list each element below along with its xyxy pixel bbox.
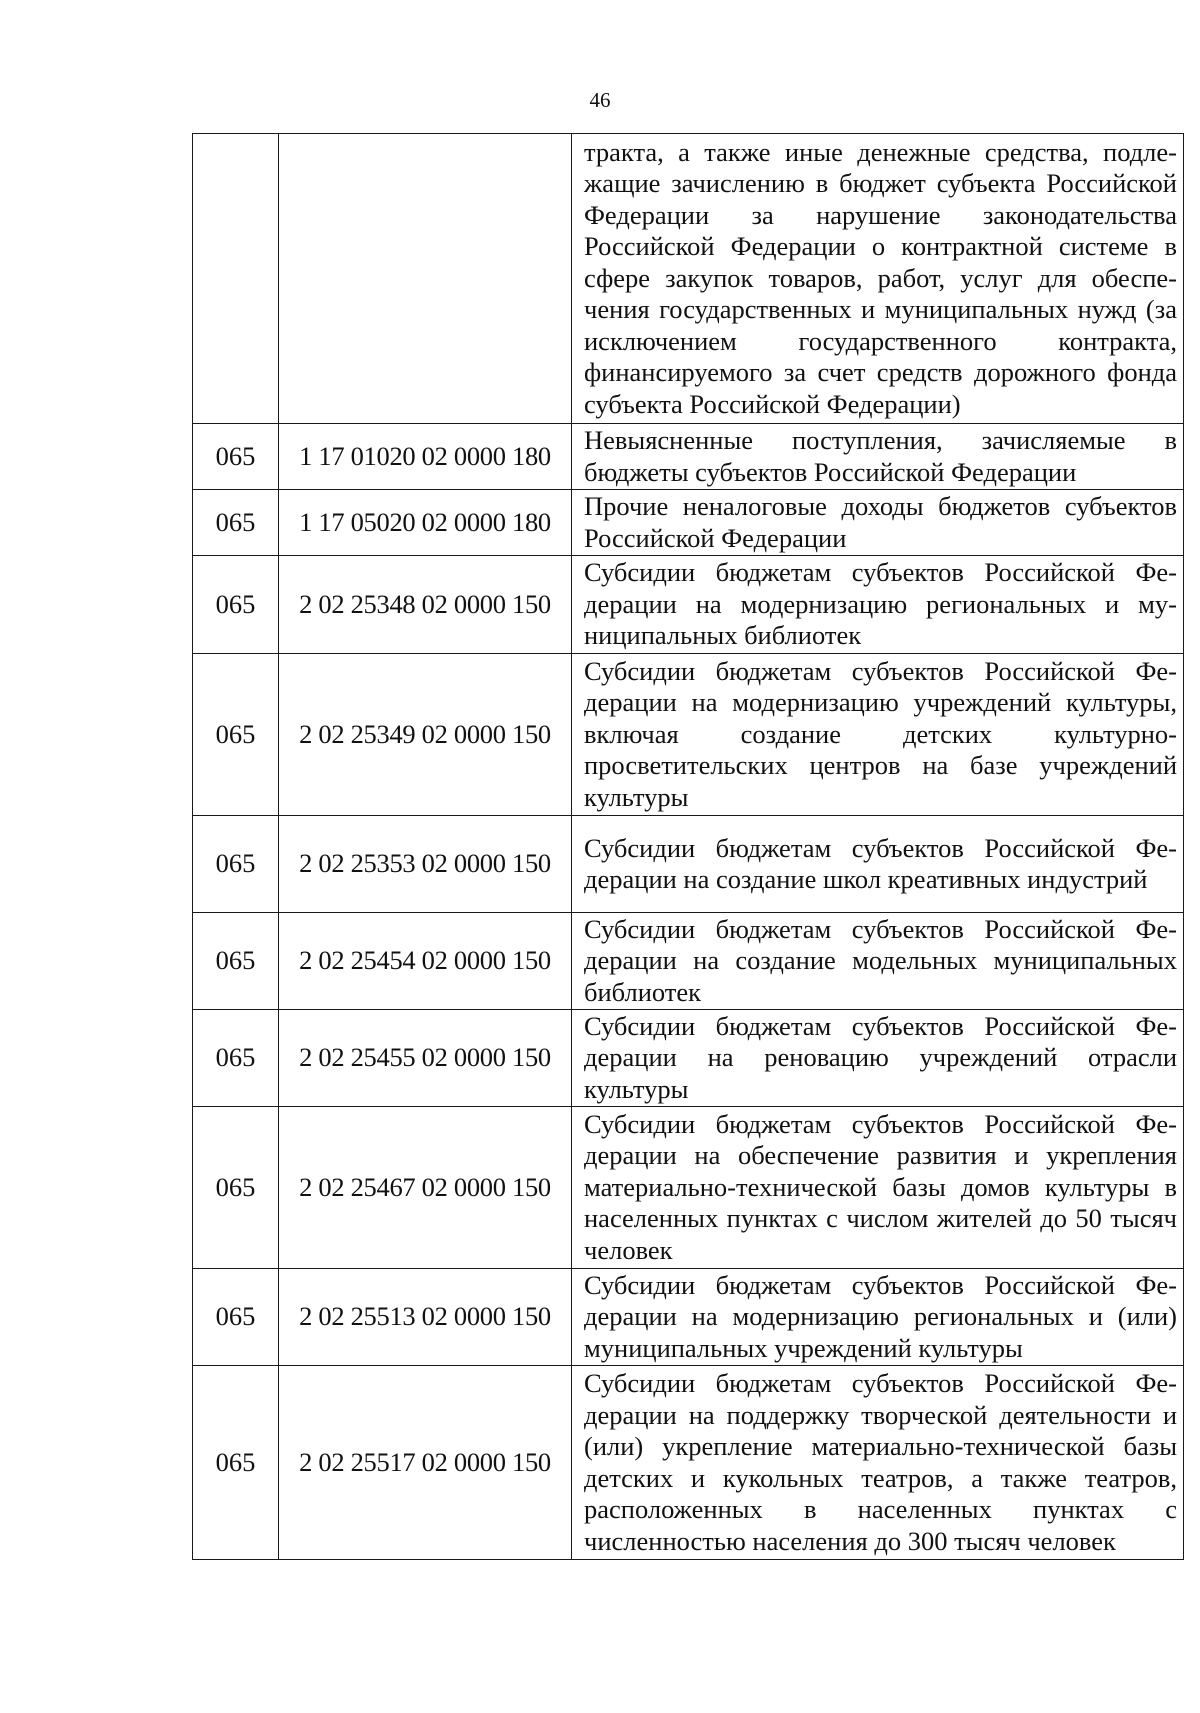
revenue-description-cell: Субсидии бюджетам субъектов Российской Федерации на обеспечение развития и укрепления материально-технической базы домов культуры в населенных пунктах с числом жителей до 50 тысяч человек	[572, 1107, 1184, 1269]
budget-classification-code-cell: 2 02 25348 02 0000 150	[279, 556, 572, 654]
revenue-description-cell: Субсидии бюджетам субъектов Российской Федерации на поддержку творческой деятельности и (или) укрепление материально-технической базы детских и кукольных театров, а также театров, расположенных в населенных пунктах с численностью населения до 300 тысяч человек	[572, 1366, 1184, 1560]
revenue-description-cell: Субсидии бюджетам субъектов Российской Федерации на создание школ креативных индустрий	[572, 816, 1184, 913]
revenue-description-cell: Субсидии бюджетам субъектов Российской Федерации на модернизацию учреждений культуры, включая создание детских культурно-просветительских центров на базе учреждений культуры	[572, 654, 1184, 816]
admin-code-cell: 065	[193, 913, 279, 1010]
revenue-description-cell: Невыясненные поступления, зачисляемые в бюджеты субъектов Российской Федерации	[572, 424, 1184, 490]
admin-code-cell: 065	[193, 1366, 279, 1560]
budget-classification-code-cell: 2 02 25349 02 0000 150	[279, 654, 572, 816]
budget-classification-code-cell: 2 02 25513 02 0000 150	[279, 1269, 572, 1366]
budget-revenue-table	[192, 133, 1184, 1560]
table-row	[193, 134, 1184, 424]
table-row	[193, 424, 1184, 490]
revenue-description-cell: Прочие неналоговые доходы бюджетов субъектов Российской Федерации	[572, 490, 1184, 556]
admin-code-cell: 065	[193, 1107, 279, 1269]
page-number: 46	[589, 88, 611, 112]
table-row	[193, 1269, 1184, 1366]
budget-classification-code-cell: 2 02 25467 02 0000 150	[279, 1107, 572, 1269]
admin-code-cell: 065	[193, 654, 279, 816]
admin-code-cell: 065	[193, 490, 279, 556]
revenue-description-cell: Субсидии бюджетам субъектов Российской Федерации на модернизацию региональных и (или) муниципальных учреждений культуры	[572, 1269, 1184, 1366]
revenue-description-cell: Субсидии бюджетам субъектов Российской Федерации на модернизацию региональных и муниципальных библиотек	[572, 556, 1184, 654]
table-row	[193, 1010, 1184, 1107]
admin-code-cell	[193, 134, 279, 424]
admin-code-cell: 065	[193, 1010, 279, 1107]
admin-code-cell: 065	[193, 1269, 279, 1366]
budget-classification-code-cell: 1 17 01020 02 0000 180	[279, 424, 572, 490]
budget-classification-code-cell: 2 02 25517 02 0000 150	[279, 1366, 572, 1560]
table-row	[193, 490, 1184, 556]
table-row	[193, 1366, 1184, 1560]
admin-code-cell: 065	[193, 816, 279, 913]
table-row	[193, 913, 1184, 1010]
admin-code-cell: 065	[193, 556, 279, 654]
budget-classification-code-cell: 2 02 25353 02 0000 150	[279, 816, 572, 913]
table-row	[193, 654, 1184, 816]
budget-classification-code-cell: 2 02 25455 02 0000 150	[279, 1010, 572, 1107]
table-row	[193, 816, 1184, 913]
revenue-description-cell: тракта, а также иные денежные средства, подлежащие зачислению в бюджет субъекта Российской Федерации за нарушение законодательства Российской Федерации о контрактной системе в сфере закупок товаров, работ, услуг для обеспечения государственных и муниципальных нужд (за исключением государственного контракта, финансируемого за счет средств дорожного фонда субъекта Российской Федерации)	[572, 134, 1184, 424]
revenue-description-cell: Субсидии бюджетам субъектов Российской Федерации на создание модельных муниципальных библиотек	[572, 913, 1184, 1010]
budget-classification-code-cell: 1 17 05020 02 0000 180	[279, 490, 572, 556]
admin-code-cell: 065	[193, 424, 279, 490]
table-row	[193, 556, 1184, 654]
revenue-description-cell: Субсидии бюджетам субъектов Российской Федерации на реновацию учреждений отрасли культуры	[572, 1010, 1184, 1107]
budget-classification-code-cell: 2 02 25454 02 0000 150	[279, 913, 572, 1010]
table-row	[193, 1107, 1184, 1269]
budget-classification-code-cell	[279, 134, 572, 424]
